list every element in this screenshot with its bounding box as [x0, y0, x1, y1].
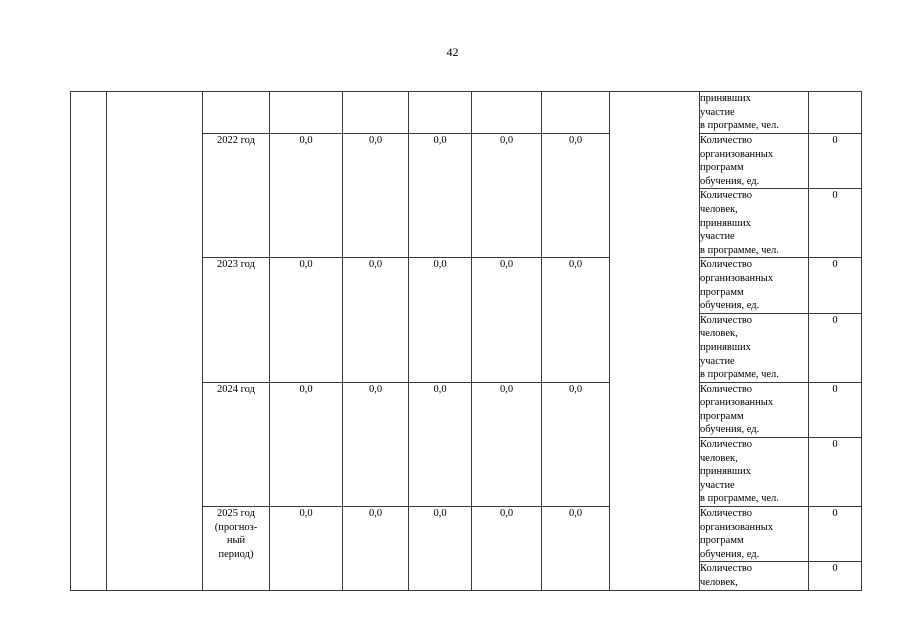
value-cell [270, 92, 343, 134]
indicator-value-cell: 0 [809, 562, 862, 590]
indicator-line: в программе, чел. [700, 244, 779, 256]
indicator-line: Количество [700, 190, 753, 202]
indicator-line: участие [700, 479, 735, 491]
indicator-line: в программе, чел. [700, 493, 779, 505]
indicator-line: человек, [700, 452, 738, 464]
year-label-line: 2024 год [217, 383, 255, 395]
indicator-line: принявших [700, 466, 751, 478]
indicator-line: принявших [700, 217, 751, 229]
indicator-line: программ [700, 535, 744, 547]
page-number: 42 [446, 45, 459, 59]
indicator-line: участие [700, 355, 735, 367]
indicator-name-cell [700, 134, 809, 189]
row-number-cell [71, 92, 107, 591]
year-label-line: ный [226, 535, 246, 547]
indicator-name-cell [700, 507, 809, 562]
year-label-line: 2025 год [217, 508, 255, 520]
value-cell [343, 92, 409, 134]
year-label-line: 2022 год [217, 135, 255, 146]
indicator-name-cell [700, 562, 809, 590]
indicator-line: Количество [700, 563, 753, 575]
indicator-line: организованных [700, 521, 774, 533]
funding-value-cell: 0,0 [542, 507, 610, 591]
indicator-value-cell: 0 [809, 134, 862, 189]
table-row [71, 92, 862, 134]
indicator-value-cell: 0 [809, 382, 862, 437]
indicator-value-cell: 0 [809, 189, 862, 258]
program-indicators-table [70, 91, 862, 591]
indicator-line: участие [700, 231, 735, 243]
indicator-line: в программе, чел. [700, 120, 779, 132]
indicator-line: участие [700, 106, 735, 118]
funding-value-cell: 0,0 [472, 382, 542, 506]
indicator-line: Количество [700, 383, 753, 395]
funding-value-cell: 0,0 [542, 134, 610, 258]
indicator-name-cell [700, 382, 809, 437]
indicator-line: обучения, ед. [700, 175, 760, 187]
funding-value-cell: 0,0 [409, 134, 472, 258]
year-label-line: период) [218, 548, 254, 560]
funding-value-cell: 0,0 [343, 258, 409, 382]
year-cell [203, 258, 270, 382]
funding-value-cell: 0,0 [270, 134, 343, 258]
indicator-line: организованных [700, 397, 774, 409]
funding-value-cell: 0,0 [343, 507, 409, 591]
funding-value-cell: 0,0 [472, 258, 542, 382]
indicator-line: организованных [700, 272, 774, 284]
indicator-value-cell: 0 [809, 507, 862, 562]
funding-value-cell: 0,0 [343, 382, 409, 506]
year-cell [203, 507, 270, 591]
indicator-line: принявших [700, 93, 751, 104]
year-label-line: (прогноз- [214, 521, 258, 533]
indicator-line: принявших [700, 341, 751, 353]
indicator-name-cell [700, 92, 809, 134]
indicator-value-cell: 0 [809, 313, 862, 382]
indicator-line: организованных [700, 148, 774, 160]
funding-value-cell: 0,0 [472, 134, 542, 258]
indicator-line: человек, [700, 577, 738, 588]
indicator-line: обучения, ед. [700, 424, 760, 436]
funding-value-cell: 0,0 [270, 382, 343, 506]
indicator-line: в программе, чел. [700, 369, 779, 381]
indicator-name-cell [700, 258, 809, 313]
indicator-line: программ [700, 410, 744, 422]
value-cell [409, 92, 472, 134]
funding-value-cell: 0,0 [542, 258, 610, 382]
indicator-line: программ [700, 162, 744, 174]
indicator-line: человек, [700, 203, 738, 215]
funding-value-cell: 0,0 [409, 382, 472, 506]
indicator-line: обучения, ед. [700, 548, 760, 560]
funding-value-cell: 0,0 [542, 382, 610, 506]
indicator-name-cell [700, 189, 809, 258]
year-label-line: 2023 год [217, 259, 255, 271]
funding-value-cell: 0,0 [472, 507, 542, 591]
year-cell [203, 134, 270, 258]
indicator-line: Количество [700, 508, 753, 520]
executor-cell [610, 92, 700, 591]
indicator-line: Количество [700, 314, 753, 326]
indicator-line: Количество [700, 259, 753, 271]
value-cell [542, 92, 610, 134]
event-name-cell [107, 92, 203, 591]
value-cell [472, 92, 542, 134]
year-cell [203, 382, 270, 506]
indicator-value-cell: 0 [809, 438, 862, 507]
funding-value-cell: 0,0 [409, 258, 472, 382]
indicator-line: Количество [700, 135, 753, 146]
indicator-name-cell [700, 313, 809, 382]
funding-value-cell: 0,0 [270, 258, 343, 382]
indicator-value-cell [809, 92, 862, 134]
indicator-value-cell: 0 [809, 258, 862, 313]
year-cell [203, 92, 270, 134]
indicator-line: обучения, ед. [700, 300, 760, 312]
indicator-name-cell [700, 438, 809, 507]
indicator-line: человек, [700, 328, 738, 340]
indicator-line: Количество [700, 439, 753, 451]
funding-value-cell: 0,0 [409, 507, 472, 591]
funding-value-cell: 0,0 [343, 134, 409, 258]
funding-value-cell: 0,0 [270, 507, 343, 591]
indicator-line: программ [700, 286, 744, 298]
